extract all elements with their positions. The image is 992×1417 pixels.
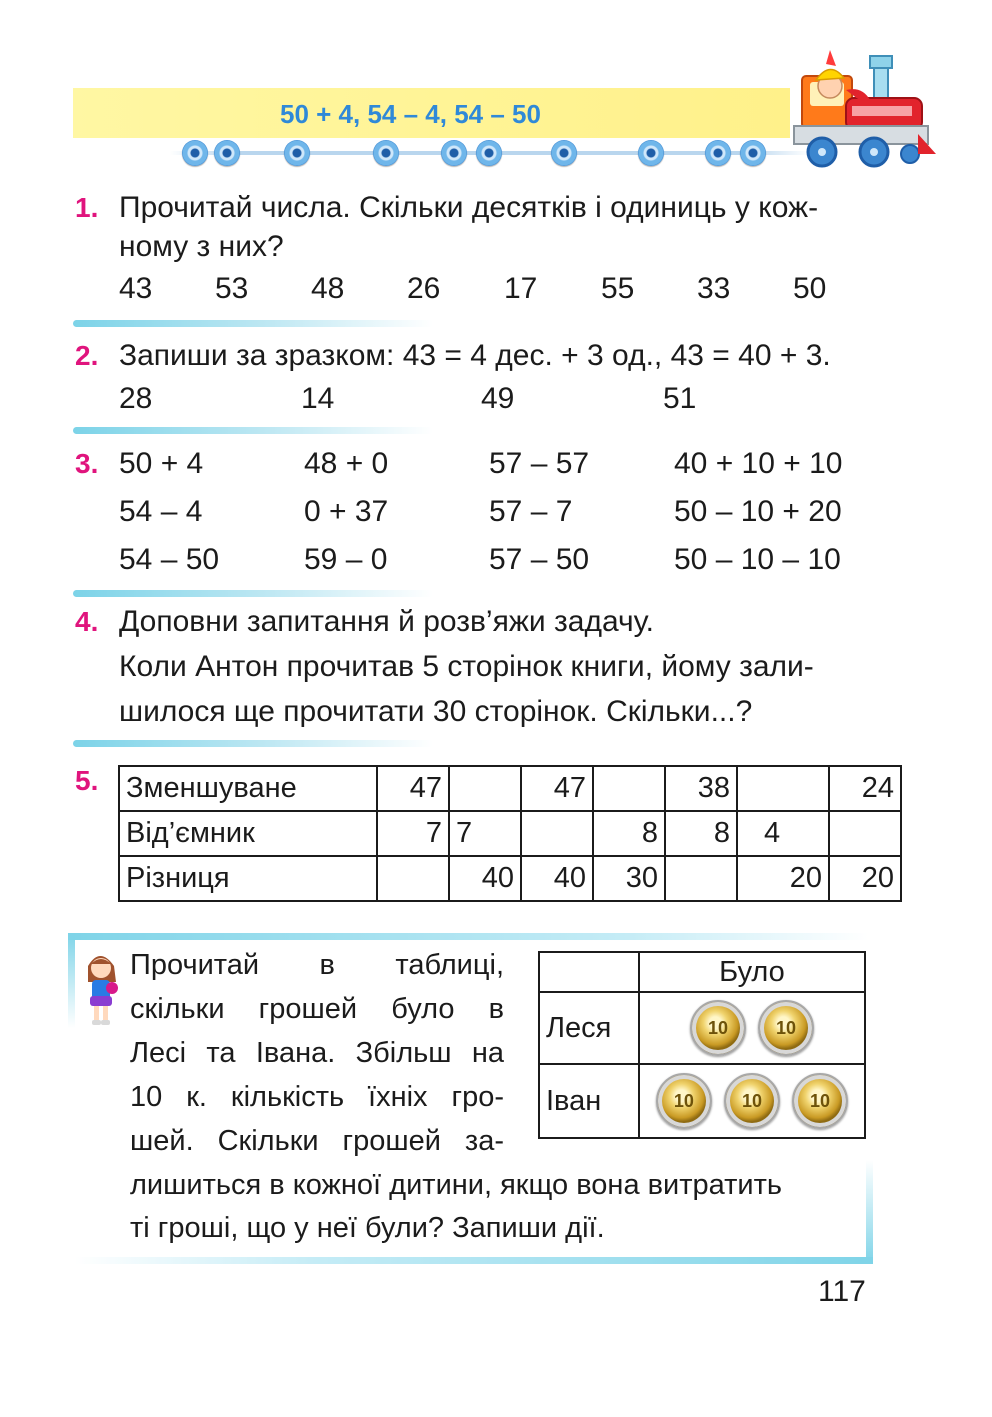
task-6-line7: ті гроші, що у неї були? Запиши дії. [130, 1212, 605, 1244]
box-border-top [68, 933, 868, 940]
coins-cell [639, 1064, 865, 1138]
task-4-line3: шилося ще прочитати 30 сторінок. Скільки...? [119, 695, 753, 728]
paragraph-line: 10 к. кількість їхніх гро- [130, 1081, 504, 1113]
coin-10-icon: 10 [656, 1073, 712, 1129]
expression: 57 – 50 [489, 543, 590, 576]
row-label: Різниця [119, 856, 377, 901]
number-item: 48 [311, 272, 345, 305]
separator [73, 427, 433, 434]
number-item: 55 [601, 272, 635, 305]
coin-10-icon: 10 [690, 1000, 746, 1056]
row-label: Леся [539, 992, 639, 1064]
task-3-number: 3. [75, 448, 99, 479]
wheel-icon [476, 140, 502, 166]
table-row [119, 766, 901, 811]
money-table [538, 951, 866, 1139]
wheel-icon [284, 140, 310, 166]
row-label: Від’ємник [119, 811, 377, 856]
page-number: 117 [818, 1275, 866, 1308]
separator [73, 590, 433, 597]
table-row [119, 856, 901, 901]
table-row [539, 992, 865, 1064]
task-5-number: 5. [75, 765, 99, 796]
table-cell: 7 [377, 811, 449, 856]
table-cell: 40 [521, 856, 593, 901]
task-1-number: 1. [75, 192, 99, 223]
task-1-text-line1: Прочитай числа. Скільки десятків і одиниць у кож- [119, 191, 819, 224]
coin-10-icon: 10 [724, 1073, 780, 1129]
expression: 54 – 4 [119, 495, 203, 528]
table-row [119, 811, 901, 856]
task-6-paragraph [130, 943, 504, 1163]
expression: 0 + 37 [304, 495, 389, 528]
number-item: 51 [663, 382, 697, 415]
task-2-number: 2. [75, 340, 99, 371]
table-cell: 47 [521, 766, 593, 811]
task-2-text: Запиши за зразком: 43 = 4 дес. + 3 од., 43 = 40 + 3. [119, 339, 831, 372]
table-cell: 4 [737, 811, 829, 856]
task-4-number: 4. [75, 606, 99, 637]
expression: 57 – 7 [489, 495, 573, 528]
number-item: 53 [215, 272, 249, 305]
coin-10-icon: 10 [758, 1000, 814, 1056]
expression: 40 + 10 + 10 [674, 447, 843, 480]
box-border-left [68, 933, 75, 1028]
table-corner-cell [539, 952, 639, 992]
number-item: 33 [697, 272, 731, 305]
table-cell [521, 811, 593, 856]
separator [73, 320, 433, 327]
table-cell: 20 [737, 856, 829, 901]
table-cell [829, 811, 901, 856]
task-1-text-line2: ному з них? [119, 230, 284, 263]
paragraph-line: Прочитай в таблиці, [130, 949, 504, 981]
table-cell [449, 766, 521, 811]
number-item: 50 [793, 272, 827, 305]
number-item: 14 [301, 382, 335, 415]
number-item: 43 [119, 272, 153, 305]
row-label: Зменшуване [119, 766, 377, 811]
expression: 50 – 10 – 10 [674, 543, 841, 576]
paragraph-line: Лесі та Івана. Збільш на [130, 1037, 504, 1069]
box-border-bottom [75, 1257, 873, 1264]
wheel-icon [638, 140, 664, 166]
wheel-icon [441, 140, 467, 166]
number-item: 49 [481, 382, 515, 415]
coins-cell [639, 992, 865, 1064]
row-label: Іван [539, 1064, 639, 1138]
table-cell: 8 [665, 811, 737, 856]
expression: 48 + 0 [304, 447, 389, 480]
wheel-icon [182, 140, 208, 166]
wheel-icon [740, 140, 766, 166]
table-row [539, 952, 865, 992]
wheel-icon [551, 140, 577, 166]
expression: 54 – 50 [119, 543, 220, 576]
box-border-right [866, 1160, 873, 1264]
separator [73, 740, 433, 747]
coin-10-icon: 10 [792, 1073, 848, 1129]
table-cell: 40 [449, 856, 521, 901]
header-title: 50 + 4, 54 – 4, 54 – 50 [280, 99, 541, 129]
table-cell: 7 [449, 811, 521, 856]
task-6-line6: лишиться в кожної дитини, якщо вона витратить [130, 1169, 783, 1201]
table-cell: 24 [829, 766, 901, 811]
table-cell: 8 [593, 811, 665, 856]
table-cell [665, 856, 737, 901]
table-cell [737, 766, 829, 811]
table-cell [593, 766, 665, 811]
table-row [539, 1064, 865, 1138]
expression: 50 + 4 [119, 447, 204, 480]
paragraph-line: шей. Скільки грошей за- [130, 1125, 504, 1157]
girl-illustration [80, 948, 124, 1030]
expression: 57 – 57 [489, 447, 590, 480]
wheel-icon [214, 140, 240, 166]
number-item: 28 [119, 382, 153, 415]
table-cell: 47 [377, 766, 449, 811]
table-cell: 20 [829, 856, 901, 901]
wheel-icon [705, 140, 731, 166]
subtraction-table [118, 765, 902, 902]
task-4-line1: Доповни запитання й розв’яжи задачу. [119, 605, 654, 638]
expression: 59 – 0 [304, 543, 388, 576]
number-item: 26 [407, 272, 441, 305]
table-cell: 38 [665, 766, 737, 811]
locomotive-illustration [788, 42, 938, 172]
task-4-line2: Коли Антон прочитав 5 сторінок книги, йому зали- [119, 650, 814, 683]
table-cell: 30 [593, 856, 665, 901]
number-item: 17 [504, 272, 538, 305]
paragraph-line: скільки грошей було в [130, 993, 504, 1025]
table-cell [377, 856, 449, 901]
wheel-icon [373, 140, 399, 166]
expression: 50 – 10 + 20 [674, 495, 842, 528]
column-header: Було [639, 952, 865, 992]
